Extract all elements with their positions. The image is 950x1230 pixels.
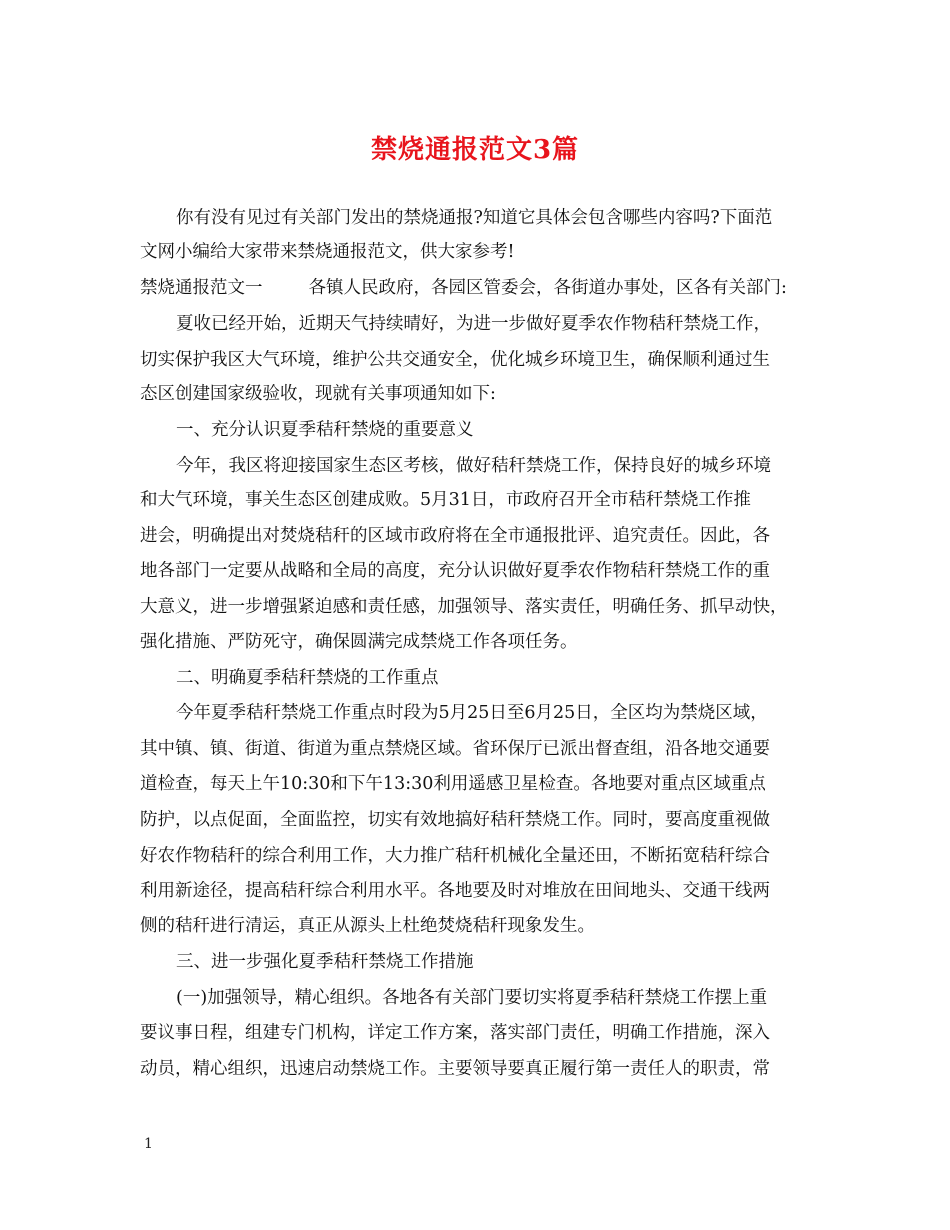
addressee: 各镇人民政府，各园区管委会，各街道办事处，区各有关部门: [308, 278, 787, 298]
section-heading: 一、充分认识夏季秸秆禁烧的重要意义 [176, 420, 474, 440]
intro-line: 你有没有见过有关部门发出的禁烧通报?知道它具体会包含哪些内容吗?下面范 [176, 208, 773, 228]
paragraph-line: 道检查，每天上午10:30和下午13:30利用遥感卫星检查。各地要对重点区域重点 [140, 774, 766, 794]
page-number: 1 [144, 1136, 153, 1152]
paragraph-line: 侧的秸秆进行清运，真正从源头上杜绝焚烧秸秆现象发生。 [140, 916, 595, 936]
paragraph-line: 强化措施、严防死守，确保圆满完成禁烧工作各项任务。 [140, 632, 578, 652]
paragraph-line: 要议事日程，组建专门机构，详定工作方案，落实部门责任，明确工作措施，深入 [140, 1023, 770, 1043]
paragraph-line: 防护，以点促面，全面监控，切实有效地搞好秸秆禁烧工作。同时，要高度重视做 [140, 810, 770, 830]
paragraph-line: 其中镇、镇、街道、街道为重点禁烧区域。省环保厅已派出督查组，沿各地交通要 [140, 739, 770, 759]
section-heading: 二、明确夏季秸秆禁烧的工作重点 [176, 668, 439, 688]
paragraph-line: 和大气环境，事关生态区创建成败。5月31日，市政府召开全市秸秆禁烧工作推 [140, 490, 751, 510]
paragraph-line: 地各部门一定要从战略和全局的高度，充分认识做好夏季农作物秸秆禁烧工作的重 [140, 561, 770, 581]
intro-line: 文网小编给大家带来禁烧通报范文，供大家参考! [140, 242, 515, 262]
paragraph-line: 态区创建国家级验收，现就有关事项通知如下: [140, 384, 496, 404]
paragraph-line: 进会，明确提出对焚烧秸秆的区域市政府将在全市通报批评、追究责任。因此，各 [140, 526, 770, 546]
document-title: 禁烧通报范文3篇 [370, 135, 580, 165]
paragraph-line: 动员，精心组织，迅速启动禁烧工作。主要领导要真正履行第一责任人的职责，常 [140, 1059, 770, 1079]
section-heading: 三、进一步强化夏季秸秆禁烧工作措施 [176, 952, 474, 972]
paragraph-line: 夏收已经开始，近期天气持续晴好，为进一步做好夏季农作物秸秆禁烧工作， [176, 314, 771, 334]
sample-label: 禁烧通报范文一 [140, 278, 263, 298]
paragraph-line: 大意义，进一步增强紧迫感和责任感，加强领导、落实责任，明确任务、抓早动快， [140, 597, 788, 617]
paragraph-line: 切实保护我区大气环境，维护公共交通安全，优化城乡环境卫生，确保顺利通过生 [140, 350, 770, 370]
paragraph-line: 好农作物秸秆的综合利用工作，大力推广秸秆机械化全量还田，不断拓宽秸秆综合 [140, 846, 770, 866]
sample-header-line [140, 276, 830, 300]
paragraph-line: 今年夏季秸秆禁烧工作重点时段为5月25日至6月25日，全区均为禁烧区域， [176, 703, 768, 723]
paragraph-line: 利用新途径，提高秸秆综合利用水平。各地要及时对堆放在田间地头、交通干线两 [140, 881, 770, 901]
paragraph-line: (一)加强领导，精心组织。各地各有关部门要切实将夏季秸秆禁烧工作摆上重 [176, 988, 768, 1008]
paragraph-line: 今年，我区将迎接国家生态区考核，做好秸秆禁烧工作，保持良好的城乡环境 [176, 456, 771, 476]
